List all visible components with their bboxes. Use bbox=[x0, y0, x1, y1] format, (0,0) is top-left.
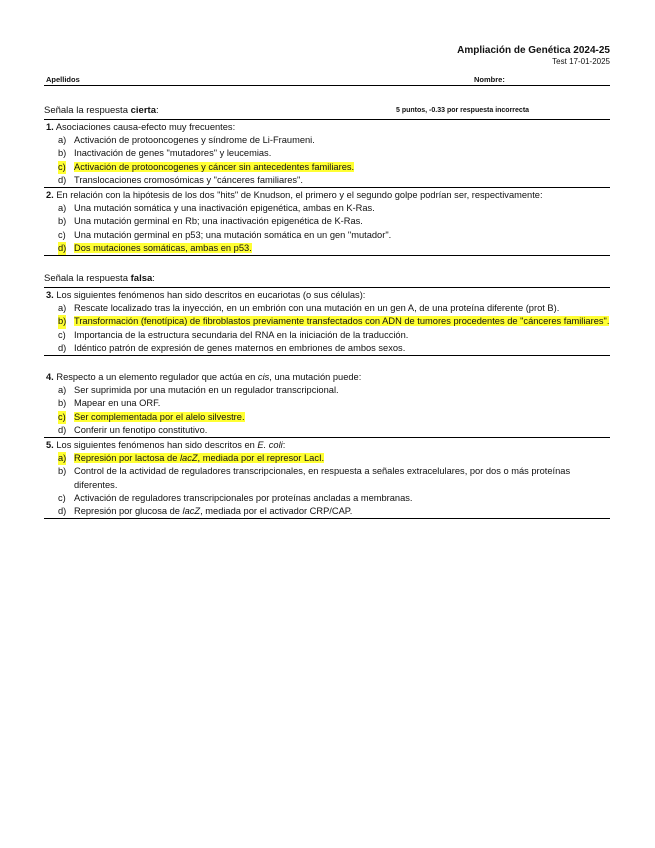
option-letter: a) bbox=[58, 452, 66, 465]
option-c-highlighted[interactable] bbox=[44, 411, 610, 424]
question-text-post: : bbox=[282, 440, 286, 450]
option-text-post: , mediada por el activador CRP/CAP. bbox=[200, 506, 353, 517]
option-b[interactable] bbox=[44, 215, 610, 228]
question-text-pre: Los siguientes fenómenos han sido descritos en bbox=[53, 440, 258, 450]
section-colon: : bbox=[155, 105, 159, 116]
option-letter: c) bbox=[58, 492, 66, 503]
option-letter: d) bbox=[58, 424, 67, 435]
option-letter: b) bbox=[58, 315, 66, 328]
option-text: Importancia de la estructura secundaria del RNA en la iniciación de la traducción. bbox=[74, 329, 409, 340]
option-c-highlighted[interactable] bbox=[44, 161, 610, 174]
option-c[interactable] bbox=[44, 492, 610, 505]
option-d[interactable] bbox=[44, 505, 610, 519]
question-stem bbox=[46, 121, 610, 134]
question-stem bbox=[46, 371, 610, 384]
option-text: Inactivación de genes "mutadores" y leucemias. bbox=[74, 148, 272, 159]
option-b[interactable] bbox=[44, 147, 610, 160]
question-4 bbox=[44, 370, 610, 438]
option-text: Una mutación germinal en p53; una mutación somática en un gen "mutador". bbox=[74, 229, 392, 240]
option-a[interactable] bbox=[44, 134, 610, 147]
option-d[interactable] bbox=[44, 342, 610, 356]
option-letter: c) bbox=[58, 329, 66, 340]
option-letter: b) bbox=[58, 466, 67, 477]
question-number: 2. bbox=[46, 190, 54, 200]
option-letter: c) bbox=[58, 229, 66, 240]
option-text: Ser complementada por el alelo silvestre. bbox=[74, 411, 245, 422]
section-emphasis: falsa bbox=[130, 273, 153, 284]
nombre-label: Nombre: bbox=[474, 75, 505, 84]
option-letter: a) bbox=[58, 385, 67, 396]
question-number: 3. bbox=[46, 290, 54, 300]
option-text: Una mutación somática y una inactivación epigenética, ambas en K-Ras. bbox=[74, 203, 375, 214]
section-intro: Señala la respuesta bbox=[44, 273, 131, 284]
option-letter: a) bbox=[58, 135, 67, 146]
option-letter: c) bbox=[58, 161, 66, 174]
section-colon: : bbox=[152, 273, 155, 284]
option-text: Ser suprimida por una mutación en un regulador transcripcional. bbox=[74, 385, 339, 396]
option-text: Una mutación germinal en Rb; una inactivación epigenética de K-Ras. bbox=[74, 216, 363, 227]
option-a[interactable] bbox=[44, 202, 610, 215]
question-stem bbox=[46, 289, 610, 302]
option-text-italic: lacZ bbox=[179, 453, 198, 464]
option-text: Conferir un fenotipo constitutivo. bbox=[74, 424, 208, 435]
option-text: Idéntico patrón de expresión de genes maternos en embriones de ambos sexos. bbox=[74, 342, 406, 353]
option-text-pre: Represión por glucosa de bbox=[74, 506, 183, 517]
option-text: Control de la actividad de reguladores transcripcionales, en respuesta a señales extracelulares, por dos o más proteínas diferentes. bbox=[74, 466, 571, 490]
option-d-highlighted[interactable] bbox=[44, 242, 610, 256]
question-text: Asociaciones causa-efecto muy frecuentes: bbox=[53, 122, 236, 132]
question-number: 5. bbox=[46, 440, 54, 450]
name-field-line[interactable] bbox=[44, 71, 610, 86]
option-text: Transformación (fenotípica) de fibroblastos previamente transfectados con ADN de tumores procedentes de "cánceres familiares". bbox=[74, 316, 610, 327]
question-text: En relación con la hipótesis de los dos "hits" de Knudson, el primero y el segundo golpe podrían ser, respectivamente: bbox=[53, 190, 543, 200]
section-falsa-heading bbox=[44, 273, 155, 284]
question-2 bbox=[44, 188, 610, 256]
option-text: Activación de protooncogenes y cáncer sin antecedentes familiares. bbox=[74, 161, 355, 172]
question-5 bbox=[44, 438, 610, 519]
option-letter: d) bbox=[58, 174, 67, 185]
scoring-note: 5 puntos, -0.33 por respuesta incorrecta bbox=[396, 107, 530, 114]
question-number: 1. bbox=[46, 122, 54, 132]
option-letter: d) bbox=[58, 242, 66, 255]
question-stem bbox=[46, 189, 610, 202]
option-letter: c) bbox=[58, 411, 66, 424]
section-intro: Señala la respuesta bbox=[44, 105, 131, 116]
option-letter: b) bbox=[58, 216, 67, 227]
option-letter: b) bbox=[58, 398, 67, 409]
question-text-italic: cis bbox=[257, 372, 270, 382]
option-text: Activación de protooncogenes y síndrome de Li-Fraumeni. bbox=[74, 135, 315, 146]
option-letter: a) bbox=[58, 303, 67, 314]
option-a-highlighted[interactable] bbox=[44, 452, 610, 465]
option-c[interactable] bbox=[44, 229, 610, 242]
test-date: Test 17-01-2025 bbox=[552, 57, 610, 66]
question-text: Los siguientes fenómenos han sido descritos en eucariotas (o sus células): bbox=[53, 290, 366, 300]
option-a[interactable] bbox=[44, 302, 610, 315]
question-3 bbox=[44, 287, 610, 356]
question-1 bbox=[44, 119, 610, 188]
apellidos-label: Apellidos bbox=[46, 75, 80, 84]
option-b[interactable] bbox=[44, 397, 610, 410]
option-b-highlighted[interactable] bbox=[44, 315, 610, 328]
question-text-italic: E. coli bbox=[257, 440, 283, 450]
option-letter: d) bbox=[58, 506, 67, 517]
option-text: Dos mutaciones somáticas, ambas en p53. bbox=[74, 242, 252, 253]
option-text: Activación de reguladores transcripcionales por proteínas ancladas a membranas. bbox=[74, 492, 413, 503]
section-emphasis: cierta bbox=[130, 105, 156, 116]
option-text-italic: lacZ bbox=[182, 506, 201, 517]
option-text bbox=[74, 453, 324, 463]
section-cierta-heading bbox=[44, 105, 159, 116]
option-letter: a) bbox=[58, 203, 67, 214]
option-text: Mapear en una ORF. bbox=[74, 398, 161, 409]
option-b[interactable] bbox=[44, 465, 610, 491]
option-text bbox=[74, 506, 352, 516]
option-text: Translocaciones cromosómicas y "cánceres familiares". bbox=[74, 174, 303, 185]
option-letter: d) bbox=[58, 342, 67, 353]
question-text-pre: Respecto a un elemento regulador que actúa en bbox=[53, 372, 258, 382]
course-title: Ampliación de Genética 2024-25 bbox=[457, 45, 610, 56]
option-c[interactable] bbox=[44, 329, 610, 342]
option-text: Rescate localizado tras la inyección, en un embrión con una mutación en un gen A, de una proteína diferente (prot B). bbox=[74, 303, 560, 314]
option-d[interactable] bbox=[44, 174, 610, 188]
question-stem bbox=[46, 439, 610, 452]
option-text-post: , mediada por el represor LacI. bbox=[197, 453, 325, 464]
option-d[interactable] bbox=[44, 424, 610, 438]
question-text-post: , una mutación puede: bbox=[269, 372, 362, 382]
option-letter: b) bbox=[58, 148, 67, 159]
question-number: 4. bbox=[46, 372, 54, 382]
option-a[interactable] bbox=[44, 384, 610, 397]
option-text-pre: Represión por lactosa de bbox=[74, 453, 180, 464]
